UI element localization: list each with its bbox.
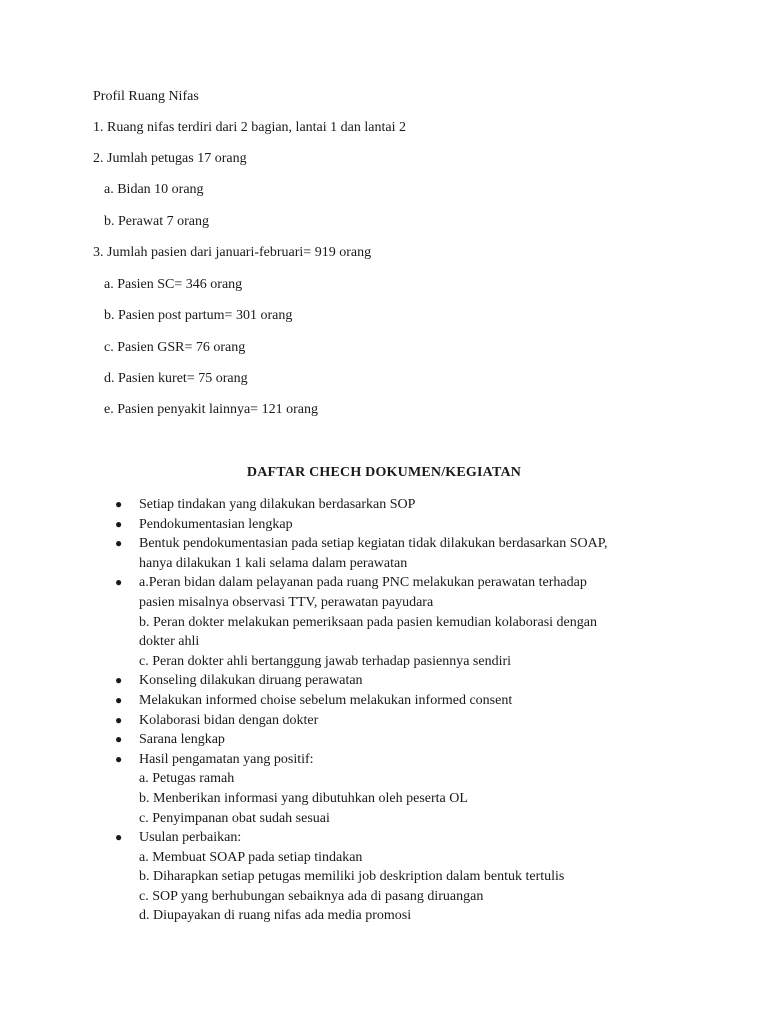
checklist-item-line: Bentuk pendokumentasian pada setiap kegiatan tidak dilakukan berdasarkan SOAP, <box>139 536 608 552</box>
checklist-item-line: Konseling dilakukan diruang perawatan <box>139 673 363 689</box>
profile-point-3-d: d. Pasien kuret= 75 orang <box>104 371 248 386</box>
bullet-icon: ● <box>115 673 123 688</box>
checklist-item-line: Pendokumentasian lengkap <box>139 516 293 532</box>
checklist-item <box>0 515 699 535</box>
bullet-icon: ● <box>115 575 123 590</box>
checklist-item-line: Usulan perbaikan: <box>139 830 242 846</box>
checklist-item <box>0 573 699 671</box>
checklist-item-line: b. Menberikan informasi yang dibutuhkan oleh peserta OL <box>139 790 468 806</box>
profile-point-2: 2. Jumlah petugas 17 orang <box>93 151 247 166</box>
checklist-item-line: pasien misalnya observasi TTV, perawatan payudara <box>139 594 434 610</box>
checklist-heading: DAFTAR CHECH DOKUMEN/KEGIATAN <box>246 465 522 480</box>
bullet-icon: ● <box>115 692 123 707</box>
checklist-item-line: c. Peran dokter ahli bertanggung jawab terhadap pasiennya sendiri <box>139 653 512 669</box>
checklist-item-line: b. Diharapkan setiap petugas memiliki job deskription dalam bentuk tertulis <box>139 869 565 885</box>
profile-point-3-e: e. Pasien penyakit lainnya= 121 orang <box>104 402 318 417</box>
bullet-icon: ● <box>115 751 123 766</box>
checklist-item-line: Setiap tindakan yang dilakukan berdasarkan SOP <box>139 497 416 512</box>
checklist-item-line: Kolaborasi bidan dengan dokter <box>139 712 319 728</box>
checklist-item-line: Melakukan informed choise sebelum melakukan informed consent <box>139 692 513 708</box>
checklist-item-line: a. Membuat SOAP pada setiap tindakan <box>139 849 363 865</box>
profile-point-1: 1. Ruang nifas terdiri dari 2 bagian, lantai 1 dan lantai 2 <box>93 120 406 135</box>
checklist-item-line: Hasil pengamatan yang positif: <box>139 751 314 767</box>
bullet-icon: ● <box>115 516 123 531</box>
checklist-item <box>0 750 699 828</box>
profile-title: Profil Ruang Nifas <box>93 89 199 104</box>
checklist-item-line: a. Petugas ramah <box>139 771 235 787</box>
bullet-icon: ● <box>115 712 123 727</box>
bullet-icon: ● <box>115 497 123 511</box>
checklist-item <box>0 534 699 573</box>
profile-point-3: 3. Jumlah pasien dari januari-februari= 919 orang <box>93 245 372 260</box>
profile-point-2-a: a. Bidan 10 orang <box>104 182 204 197</box>
checklist-item-line: Sarana lengkap <box>139 732 225 748</box>
checklist-item <box>0 671 699 691</box>
checklist-item <box>0 730 699 750</box>
bullet-icon: ● <box>115 732 123 747</box>
checklist-item <box>0 828 699 926</box>
checklist-item-line: c. Penyimpanan obat sudah sesuai <box>139 810 330 826</box>
profile-point-3-c: c. Pasien GSR= 76 orang <box>104 340 246 355</box>
checklist <box>0 495 768 926</box>
checklist-item <box>0 495 699 515</box>
checklist-item <box>0 691 699 711</box>
checklist-item <box>0 711 699 731</box>
checklist-item-line: b. Peran dokter melakukan pemeriksaan pada pasien kemudian kolaborasi dengan <box>139 614 597 630</box>
profile-point-2-b: b. Perawat 7 orang <box>104 214 209 229</box>
checklist-item-line: hanya dilakukan 1 kali selama dalam perawatan <box>139 555 408 571</box>
checklist-item-line: dokter ahli <box>139 634 200 650</box>
bullet-icon: ● <box>115 830 123 845</box>
checklist-item-line: c. SOP yang berhubungan sebaiknya ada di pasang diruangan <box>139 888 484 904</box>
bullet-icon: ● <box>115 536 123 551</box>
profile-point-3-a: a. Pasien SC= 346 orang <box>104 277 243 292</box>
checklist-item-line: d. Diupayakan di ruang nifas ada media promosi <box>139 908 412 924</box>
checklist-item-line: a.Peran bidan dalam pelayanan pada ruang PNC melakukan perawatan terhadap <box>139 575 587 591</box>
profile-point-3-b: b. Pasien post partum= 301 orang <box>104 308 293 323</box>
